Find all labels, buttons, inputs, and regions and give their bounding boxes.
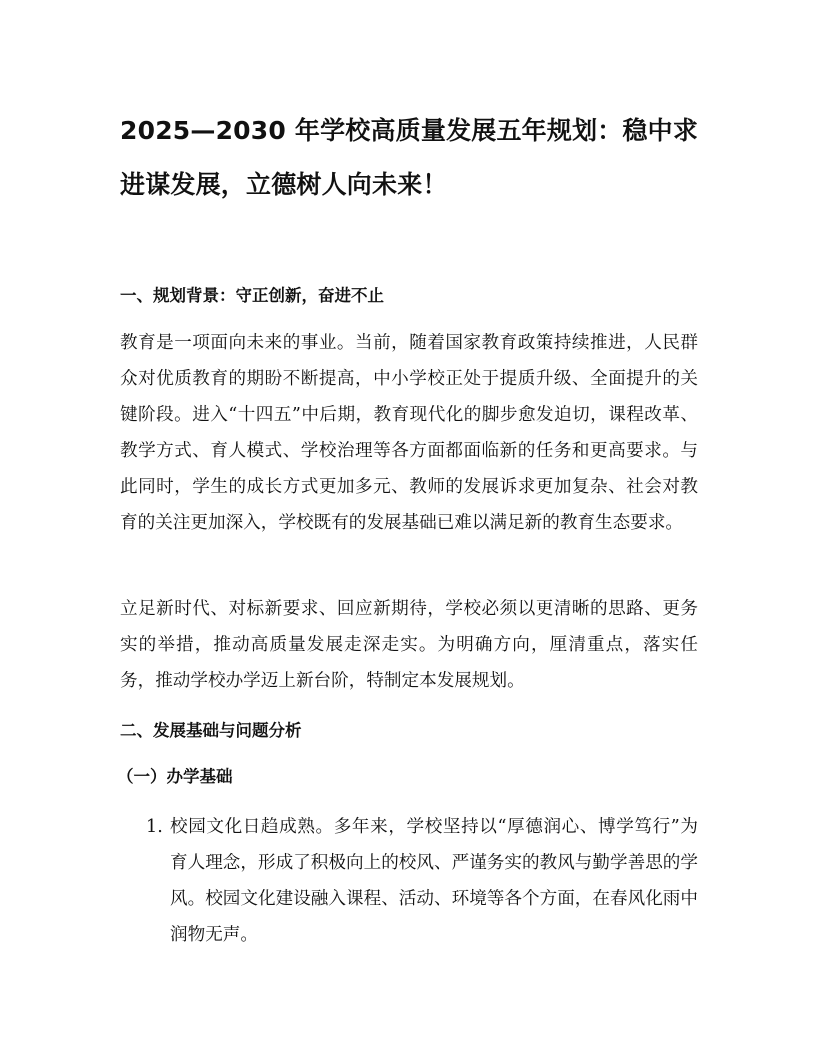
document-title: 2025—2030 年学校高质量发展五年规划：稳中求进谋发展，立德树人向未来！ xyxy=(120,116,699,199)
list-item xyxy=(120,809,698,953)
list-item-text: 校园文化日趋成熟。多年来，学校坚持以“厚德润心、博学笃行”为育人理念，形成了积极向上的校风、严谨务实的教风与勤学善思的学风。校园文化建设融入课程、活动、环境等各个方面，在春风化雨中润物无声。 xyxy=(170,817,698,945)
paragraph-background-2: 立足新时代、对标新要求、回应新期待，学校必须以更清晰的思路、更务实的举措，推动高质量发展走深走实。为明确方向，厘清重点，落实任务，推动学校办学迈上新台阶，特制定本发展规划。 xyxy=(120,599,698,691)
paragraph-background-1: 教育是一项面向未来的事业。当前，随着国家教育政策持续推进，人民群众对优质教育的期盼不断提高，中小学校正处于提质升级、全面提升的关键阶段。进入“十四五”中后期，教育现代化的脚步愈发迫切，课程改革、教学方式、育人模式、学校治理等各方面都面临新的任务和更高要求。与此同时，学生的成长方式更加多元、教师的发展诉求更加复杂、社会对教育的关注更加深入，学校既有的发展基础已难以满足新的教育生态要求。 xyxy=(120,333,698,533)
subsection-heading-school-foundation: （一）办学基础 xyxy=(117,767,233,786)
list-item-number: 1. xyxy=(146,817,163,837)
section-heading-foundation: 二、发展基础与问题分析 xyxy=(120,721,302,740)
section-heading-background: 一、规划背景：守正创新，奋进不止 xyxy=(120,286,384,305)
foundation-list xyxy=(120,809,698,953)
